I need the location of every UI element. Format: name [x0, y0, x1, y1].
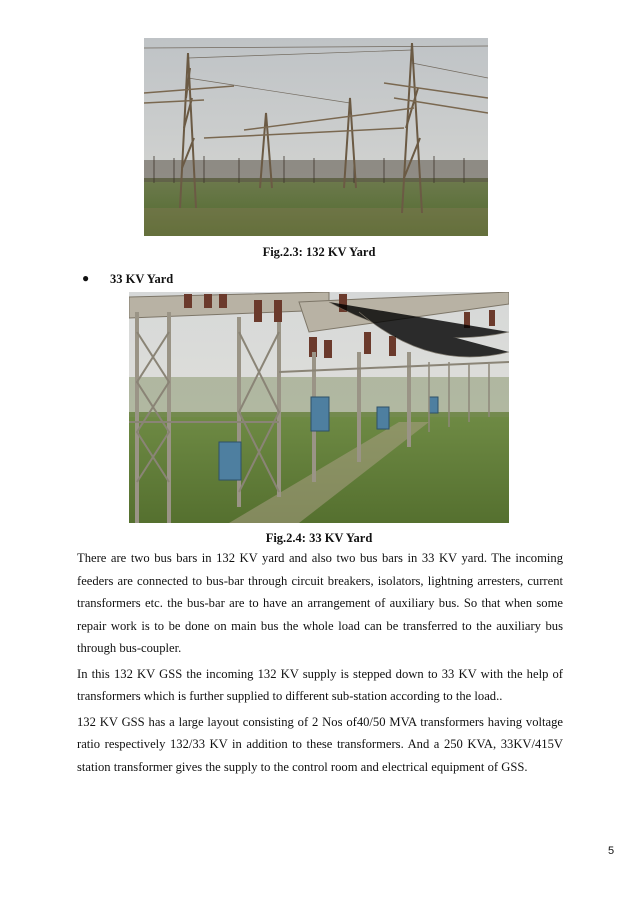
paragraph-layout: 132 KV GSS has a large layout consisting of 2 Nos of40/50 MVA transformers having voltage ratio respectively 132/33 KV in addition to these transformers. And a 250 KVA, 33KV/415V station transformer gives the supply to the control room and electrical equipment of GSS. [77, 714, 563, 774]
bullet-text: 33 KV Yard [110, 272, 174, 286]
bullet-item-33kv-yard [82, 271, 174, 287]
figure-132kv-yard-photo [144, 38, 488, 236]
bullet-dot-icon: ● [82, 271, 90, 285]
body-text [77, 547, 563, 781]
figure-33kv-yard-photo [129, 292, 509, 523]
paragraph-bus-bars: There are two bus bars in 132 KV yard and also two bus bars in 33 KV yard. The incoming feeders are connected to bus-bar through circuit breakers, isolators, lightning arresters, current transformers etc. the bus-bar are to have an arrangement of auxiliary bus. So that when some repair work is to be done on main bus the whole load can be transferred to the auxiliary bus through bus-coupler. [77, 551, 563, 655]
photo-132kv-image [144, 38, 488, 236]
figure-caption-132kv: Fig.2.3: 132 KV Yard [262, 245, 376, 259]
page-number: 5 [608, 845, 615, 857]
photo-33kv-image [129, 292, 509, 523]
figure-caption-33kv: Fig.2.4: 33 KV Yard [265, 531, 373, 545]
paragraph-step-down: In this 132 KV GSS the incoming 132 KV supply is stepped down to 33 KV with the help of transformers which is further supplied to different sub-station according to the load.. [77, 666, 563, 703]
